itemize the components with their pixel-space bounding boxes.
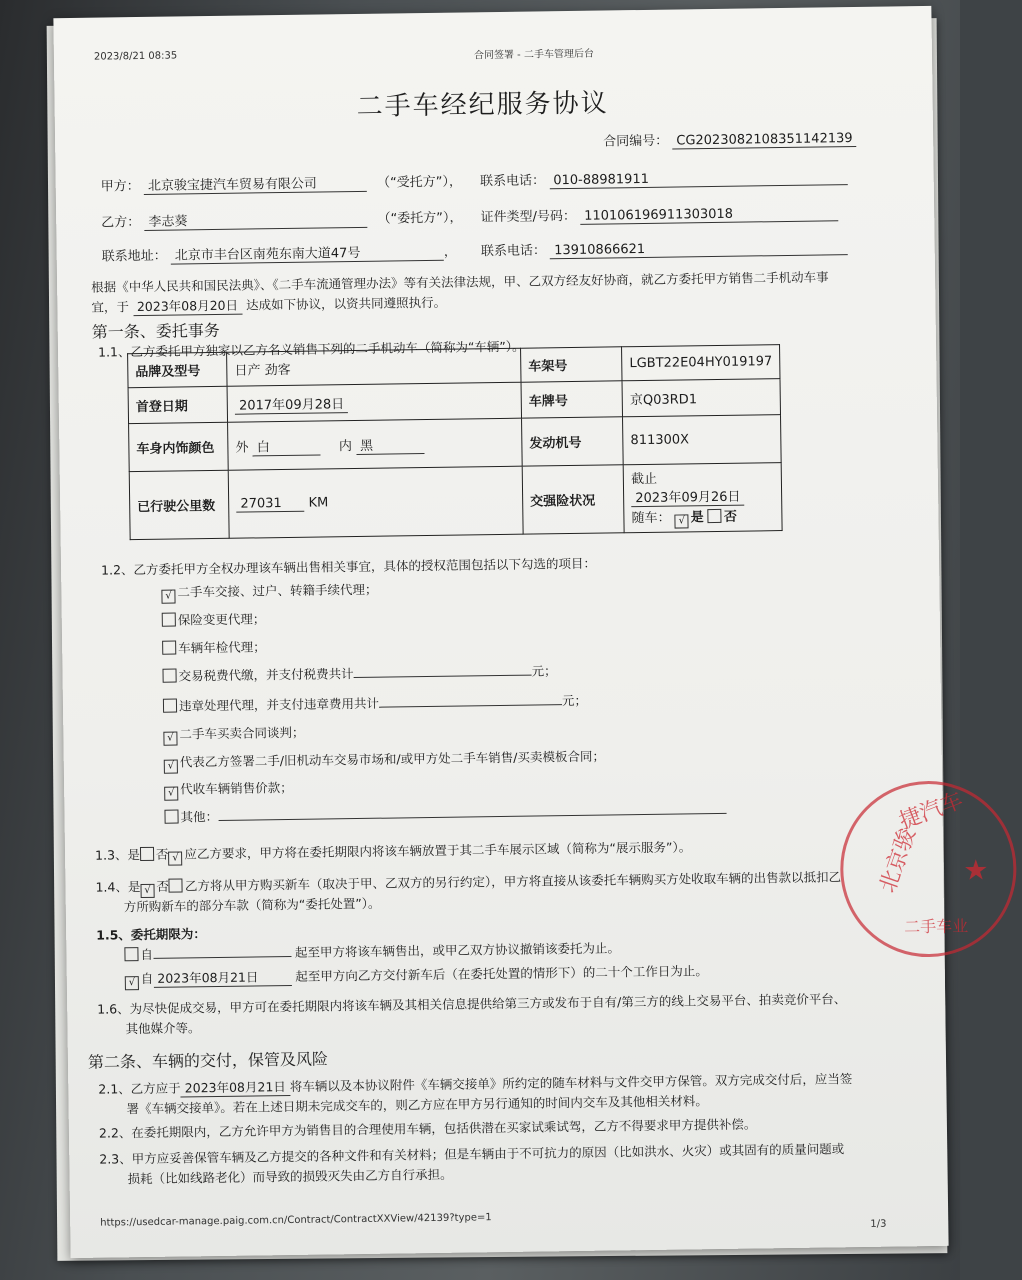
- term-option-2-from: 自: [140, 970, 154, 987]
- clause-1-4-no: 否: [156, 878, 170, 894]
- brand-label: 品牌及型号: [128, 352, 228, 387]
- insurance-expiry: [631, 466, 774, 507]
- auth-item-suffix: 元；: [561, 692, 588, 709]
- clause-1-4: [95, 867, 841, 898]
- auth-checkbox: [162, 613, 176, 627]
- auth-checkbox: √: [164, 760, 178, 774]
- auth-item-text: 二手车交接、过户、转籍手续代理；: [177, 581, 378, 600]
- print-site-title: 合同签署 - 二手车管理后台: [473, 48, 594, 62]
- party-a-label: 甲方：: [100, 179, 140, 195]
- exterior-color: 白: [253, 435, 321, 456]
- registration-label: 首登日期: [128, 386, 228, 423]
- seal-text: 北京骏: [875, 825, 921, 896]
- vehicle-info-table: [127, 344, 783, 540]
- auth-item-text: 交易税费代缴，并支付税费共计: [178, 666, 354, 684]
- seal-star-icon: ★: [963, 853, 989, 887]
- party-b-id: 110106196911303018: [580, 205, 838, 225]
- clause-1-4-text: 乙方将从甲方购买新车（取决于甲、乙双方的另行约定），甲方将直接从该委托车辆购买方处收取车辆的出售款以抵扣乙: [184, 869, 842, 894]
- violation-amount-blank: [379, 704, 562, 708]
- clause-2-1-line-2: 署《车辆交接单》。若在上述日期未完成交车的，则乙方应在甲方另行通知的时间内交车及其他相关材料。: [126, 1093, 708, 1117]
- party-a-name: 北京骏宝捷汽车贸易有限公司: [144, 172, 367, 195]
- document-title: 二手车经纪服务协议: [356, 88, 609, 122]
- auth-item-text: 代表乙方签署二手/旧机动车交易市场和/或甲方处二手车销售/买卖模板合同；: [179, 748, 605, 770]
- intro-prefix: 宜，于: [91, 299, 130, 315]
- clause-1-6-line-2: 其他媒介等。: [125, 1020, 201, 1037]
- insurance-with-car: [631, 505, 774, 529]
- clause-1-4-line-2: 方所购新车的部分车款（简称为“委托处置”）。: [123, 895, 381, 915]
- auth-checkbox: [162, 641, 176, 655]
- clause-1-6-line-1: 1.6、为尽快促成交易，甲方可在委托期限内将该车辆及其相关信息提供给第三方或发布于自有/第三方的线上交易平台、拍卖竞价平台、: [97, 991, 847, 1017]
- auth-item: [164, 778, 293, 801]
- auth-item-text: 代收车辆销售价款；: [180, 779, 293, 797]
- print-timestamp: 2023/8/21 08:35: [93, 50, 178, 63]
- auth-item: [164, 747, 605, 774]
- address-separator: ，: [443, 244, 457, 260]
- auth-item-text: 其他：: [180, 808, 219, 825]
- insurance-date: 2023年09月26日: [631, 486, 744, 508]
- term-option-1-blank: [153, 956, 291, 959]
- clause-1-4-yes: 1.4、是: [95, 879, 141, 895]
- interior-prefix: 内: [338, 438, 353, 454]
- clause-1-4-yes-checkbox: √: [140, 884, 154, 898]
- address-row: [102, 235, 849, 265]
- auth-item: [162, 661, 556, 684]
- term-option-2: [125, 961, 708, 990]
- vin-value: LGBT22E04HY019197: [622, 345, 780, 381]
- clause-1-4-no-checkbox: [169, 878, 183, 892]
- party-a-role: （“受托方”），: [376, 174, 463, 191]
- term-start-date: 2023年08月21日: [153, 967, 291, 988]
- company-seal: [839, 780, 1017, 958]
- auth-checkbox: √: [163, 732, 177, 746]
- address-value: 北京市丰台区南苑东南大道47号: [171, 241, 444, 265]
- color-label: 车身内饰颜色: [129, 422, 229, 471]
- contract-page: [53, 6, 989, 1258]
- color-cell: [228, 418, 522, 470]
- term-option-1-checkbox: [124, 947, 138, 961]
- insurance-prefix: 截止: [630, 471, 658, 488]
- auth-item: [161, 580, 377, 604]
- insurance-cell: [623, 463, 782, 533]
- party-a-phone: 010-88981911: [549, 169, 847, 189]
- seal-bottom-text: 二手车业: [904, 916, 969, 937]
- party-b-name: 李志葵: [144, 208, 367, 231]
- party-b-role: （“委托方”），: [377, 210, 463, 227]
- term-option-1-from: 自: [140, 946, 154, 963]
- term-option-2-checkbox: √: [125, 976, 139, 990]
- insurance-no-checkbox: [708, 509, 722, 523]
- contract-number: CG2023082108351142139: [672, 131, 857, 150]
- clause-1-3-no-checkbox: √: [168, 851, 182, 865]
- section-1-heading: 第一条、委托事务: [91, 320, 220, 342]
- section-2-heading: 第二条、车辆的交付，保管及风险: [87, 1049, 329, 1072]
- exterior-prefix: 外: [235, 440, 249, 456]
- auth-item-text: 车辆年检代理；: [178, 639, 266, 656]
- auth-item: [162, 609, 266, 628]
- clause-2-2: 2.2、在委托期限内，乙方允许甲方为销售目的合理使用车辆，包括供潜在买家试乘试驾，乙方不得要求甲方提供补偿。: [98, 1116, 757, 1141]
- mileage-label: 已行驶公里数: [129, 470, 229, 539]
- auth-item: [163, 723, 304, 746]
- term-option-2-text: 起至甲方向乙方交付新车后（在委托处置的情形下）的二十个工作日为止。: [295, 963, 708, 984]
- intro-suffix: 达成如下协议，以资共同遵照执行。: [245, 294, 447, 313]
- other-blank: [218, 813, 726, 821]
- intro-line-2: [91, 293, 446, 317]
- auth-checkbox: [164, 810, 178, 824]
- party-b-phone: 13910866621: [550, 239, 848, 259]
- clause-1-3-yes-checkbox: [140, 847, 154, 861]
- clause-2-3-line-1: 2.3、甲方应妥善保管车辆及乙方提交的各种文件和有关材料；但是车辆由于不可抗力的原因（比如洪水、火灾）或其固有的质量问题或: [99, 1141, 845, 1167]
- party-b-id-label: 证件类型/号码：: [480, 208, 577, 226]
- party-b-row: [101, 201, 838, 231]
- contract-number-row: [603, 127, 857, 151]
- party-b-phone-label: 联系电话：: [480, 243, 547, 260]
- engine-value: 811300X: [623, 415, 781, 465]
- contract-number-label: 合同编号：: [603, 133, 669, 150]
- clause-1-5: 1.5、委托期限为：: [96, 926, 206, 943]
- delivery-date: 2023年08月21日: [181, 1077, 290, 1098]
- auth-item-text: 保险变更代理；: [177, 611, 266, 628]
- clause-2-1-prefix: 2.1、乙方应于: [98, 1080, 181, 1097]
- address-label: 联系地址：: [101, 248, 167, 265]
- clause-1-3-no: 否: [155, 846, 169, 862]
- page-number: 1/3: [870, 1218, 887, 1230]
- auth-item-text: 违章处理代理，并支付违章费用共计: [178, 695, 380, 714]
- clause-2-1-text: 将车辆以及本协议附件《车辆交接单》所约定的随车材料与文件交甲方保管。双方完成交付后，应当签: [289, 1071, 853, 1094]
- plate-label: 车牌号: [521, 381, 623, 418]
- auth-item: [163, 691, 587, 715]
- auth-item-suffix: 元；: [531, 663, 557, 679]
- auth-item: [164, 800, 726, 826]
- insurance-yes-label: 是: [690, 510, 704, 526]
- intro-line-1: 根据《中华人民共和国民法典》、《二手车流通管理办法》等有关法律法规，甲、乙双方经友好协商，就乙方委托甲方销售二手机动车事: [91, 269, 829, 295]
- auth-checkbox: √: [164, 787, 178, 801]
- auth-checkbox: √: [161, 590, 175, 604]
- auth-checkbox: [162, 669, 176, 683]
- registration-cell: [227, 382, 521, 422]
- seal-text-2: 捷汽车: [895, 787, 967, 835]
- mileage-unit: KM: [308, 494, 329, 511]
- clause-2-3-line-2: 损耗（比如线路老化）而导致的损毁灭失由乙方自行承担。: [127, 1166, 453, 1187]
- party-b-label: 乙方：: [101, 214, 141, 231]
- plate-value: 京Q03RD1: [622, 379, 780, 417]
- engine-label: 发动机号: [522, 417, 624, 466]
- party-a-phone-label: 联系电话：: [480, 173, 546, 190]
- interior-color: 黑: [356, 434, 424, 455]
- term-option-1-text: 起至甲方将该车辆售出，或甲乙双方协议撤销该委托为止。: [294, 940, 621, 960]
- clause-1-3-yes: 1.3、是: [94, 847, 141, 863]
- clause-1-3: [95, 837, 691, 866]
- tax-amount-blank: [354, 675, 532, 678]
- party-a-row: [101, 165, 848, 195]
- mileage-cell: [228, 466, 523, 538]
- clause-1-3-text: 应乙方要求，甲方将在委托期限内将该车辆放置于其二手车展示区域（简称为“展示服务”）。: [184, 839, 692, 862]
- auth-checkbox: [163, 699, 177, 713]
- auth-item: [162, 637, 266, 656]
- insurance-label: 交强险状况: [522, 465, 624, 534]
- with-car-label: 随车：: [631, 510, 671, 527]
- vin-label: 车架号: [521, 347, 623, 382]
- agreement-date: 2023年08月20日: [133, 296, 242, 317]
- insurance-no-label: 否: [723, 509, 738, 525]
- insurance-yes-checkbox: √: [675, 514, 689, 528]
- print-url: https://usedcar-manage.paig.com.cn/Contract/ContractXXView/42139?type=1: [100, 1212, 492, 1229]
- auth-item-text: 二手车买卖合同谈判；: [179, 724, 305, 742]
- mileage-value: 27031: [236, 495, 304, 512]
- brand-value: 日产 劲客: [227, 348, 521, 386]
- clause-1-2: 1.2、乙方委托甲方全权办理该车辆出售相关事宜，具体的授权范围包括以下勾选的项目：: [100, 555, 597, 578]
- clause-1-1: 1.1、乙方委托甲方独家以乙方名义销售下列的二手机动车（简称为“车辆”）。: [97, 338, 525, 360]
- registration-value: 2017年09月28日: [235, 393, 348, 415]
